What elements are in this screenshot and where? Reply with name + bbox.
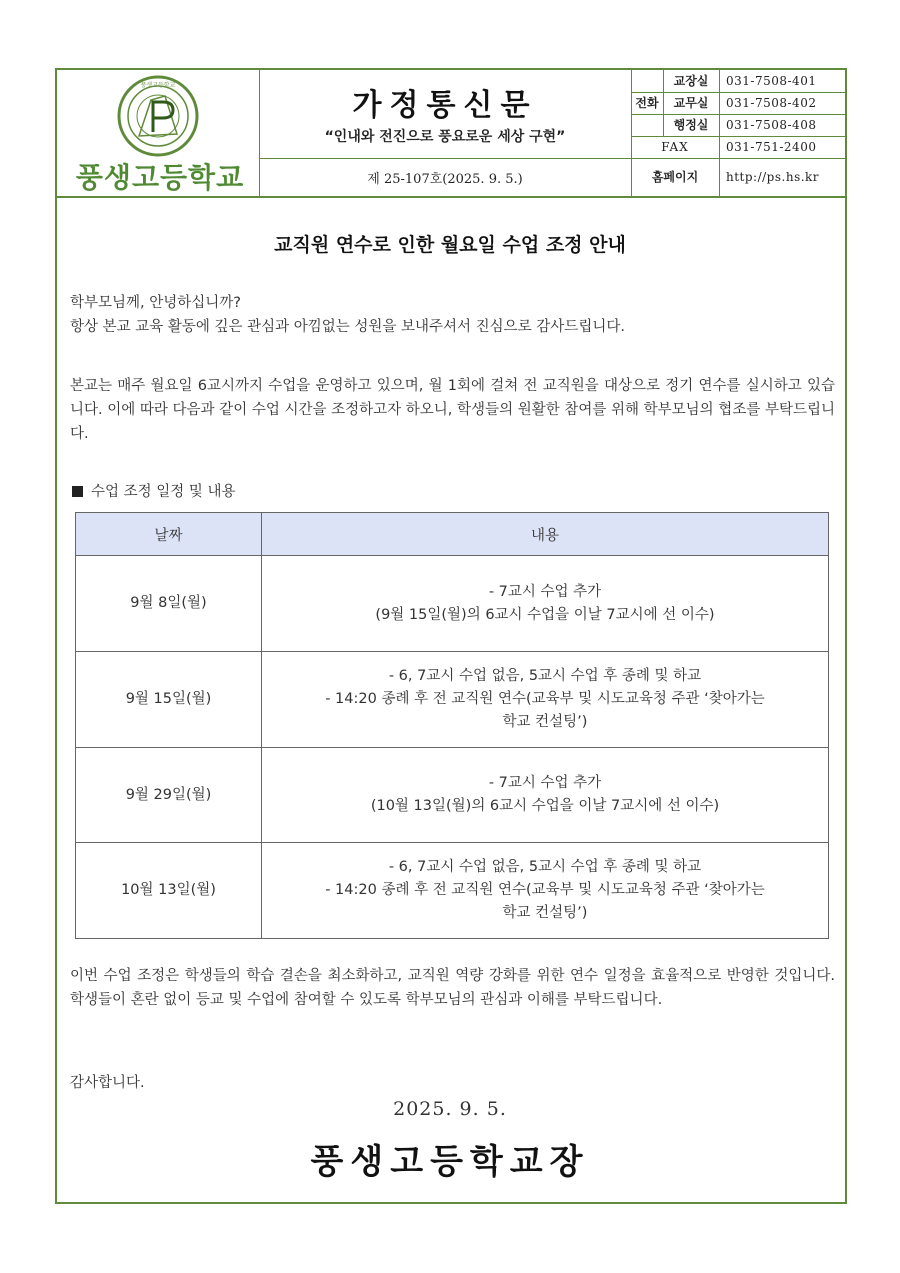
fax-row bbox=[631, 136, 845, 159]
row-content bbox=[262, 843, 829, 939]
intro-paragraph: 본교는 매주 월요일 6교시까지 수업을 운영하고 있으며, 월 1회에 걸쳐 전 교직원을 대상으로 정기 연수를 실시하고 있습니다. 이에 따라 다음과 같이 수업 시간을 조정하고자 하오니, 학생들의 원활한 참여를 위해 학부모님의 협조를 부탁드립니다. bbox=[70, 378, 835, 442]
issue-number: 제 25-107호(2025. 9. 5.) bbox=[367, 172, 523, 187]
section-heading bbox=[72, 480, 236, 501]
fax-value: 031-751-2400 bbox=[726, 140, 817, 154]
row-content bbox=[262, 556, 829, 652]
content-line: - 7교시 수업 추가 bbox=[488, 583, 602, 600]
row-date: 10월 13일(월) bbox=[76, 843, 262, 939]
notice-title: 교직원 연수로 인한 월요일 수업 조정 안내 bbox=[274, 234, 626, 256]
homepage-label: 홈페이지 bbox=[631, 158, 720, 196]
content-line: 학교 컨설팅’) bbox=[502, 905, 588, 921]
newsletter-title: 가정통신문 bbox=[352, 88, 538, 123]
table-row bbox=[76, 652, 829, 748]
contact-label: 교장실 bbox=[663, 70, 720, 92]
column-header-content: 내용 bbox=[262, 513, 829, 556]
row-content bbox=[262, 652, 829, 748]
contact-row bbox=[631, 114, 845, 137]
title-cell bbox=[259, 70, 632, 159]
letterhead bbox=[57, 70, 845, 198]
closing-paragraph: 이번 수업 조정은 학생들의 학습 결손을 최소화하고, 교직원 역량 강화를 위한 연수 일정을 효율적으로 반영한 것입니다. 학생들이 혼란 없이 등교 및 수업에 참여할 수 있도록 학부모님의 관심과 이해를 부탁드립니다. bbox=[70, 968, 835, 1008]
column-header-date: 날짜 bbox=[76, 513, 262, 556]
content-line: - 6, 7교시 수업 없음, 5교시 수업 후 종례 및 하교 bbox=[388, 668, 702, 684]
contact-row bbox=[631, 92, 845, 115]
fax-label: FAX bbox=[631, 136, 720, 158]
contact-row bbox=[631, 70, 845, 93]
square-bullet-icon bbox=[72, 486, 83, 497]
content-line: - 7교시 수업 추가 bbox=[488, 775, 602, 791]
content-line: (9월 15일(월)의 6교시 수업을 이날 7교시에 선 이수) bbox=[375, 606, 715, 623]
greeting-line-1: 학부모님께, 안녕하십니까? bbox=[70, 295, 241, 311]
homepage-row bbox=[631, 158, 845, 196]
content-line: (10월 13일(월)의 6교시 수업을 이날 7교시에 선 이수) bbox=[370, 798, 720, 814]
content-line: - 14:20 종례 후 전 교직원 연수(교육부 및 시도교육청 주관 ‘찾아가는 bbox=[325, 691, 765, 707]
contact-label: 행정실 bbox=[663, 114, 720, 136]
table-row bbox=[76, 748, 829, 843]
school-name: 풍생고등학교 bbox=[75, 161, 245, 194]
row-date: 9월 8일(월) bbox=[76, 556, 262, 652]
content-line: - 14:20 종례 후 전 교직원 연수(교육부 및 시도교육청 주관 ‘찾아가는 bbox=[325, 882, 765, 898]
contact-table bbox=[631, 70, 845, 196]
contact-value: 031-7508-408 bbox=[726, 118, 817, 132]
table-row bbox=[76, 843, 829, 939]
school-slogan: “인내와 전진으로 풍요로운 세상 구현” bbox=[324, 129, 566, 145]
svg-text:풍생고등학교: 풍생고등학교 bbox=[140, 82, 176, 89]
section-title: 수업 조정 일정 및 내용 bbox=[91, 484, 236, 500]
principal-signature: 풍생고등학교장 bbox=[310, 1142, 590, 1182]
tel-label: 전화 bbox=[631, 70, 664, 137]
issue-cell bbox=[259, 158, 632, 196]
contact-value: 031-7508-401 bbox=[726, 74, 817, 88]
table-row bbox=[76, 556, 829, 652]
contact-label: 교무실 bbox=[663, 92, 720, 114]
greeting-line-2: 항상 본교 교육 활동에 깊은 관심과 아낌없는 성원을 보내주셔서 진심으로 감사드립니다. bbox=[70, 319, 625, 335]
row-content bbox=[262, 748, 829, 843]
issue-date: 2025. 9. 5. bbox=[393, 1098, 507, 1120]
row-date: 9월 15일(월) bbox=[76, 652, 262, 748]
content-line: 학교 컨설팅’) bbox=[502, 714, 588, 730]
content-line: - 6, 7교시 수업 없음, 5교시 수업 후 종례 및 하교 bbox=[388, 859, 702, 875]
logo-cell bbox=[57, 70, 260, 196]
homepage-link[interactable]: http://ps.hs.kr bbox=[726, 170, 820, 184]
row-date: 9월 29일(월) bbox=[76, 748, 262, 843]
thanks-line: 감사합니다. bbox=[70, 1075, 145, 1091]
school-emblem-icon bbox=[115, 74, 201, 158]
contact-value: 031-7508-402 bbox=[726, 96, 817, 110]
table-header-row bbox=[76, 513, 829, 556]
schedule-table bbox=[75, 512, 829, 939]
